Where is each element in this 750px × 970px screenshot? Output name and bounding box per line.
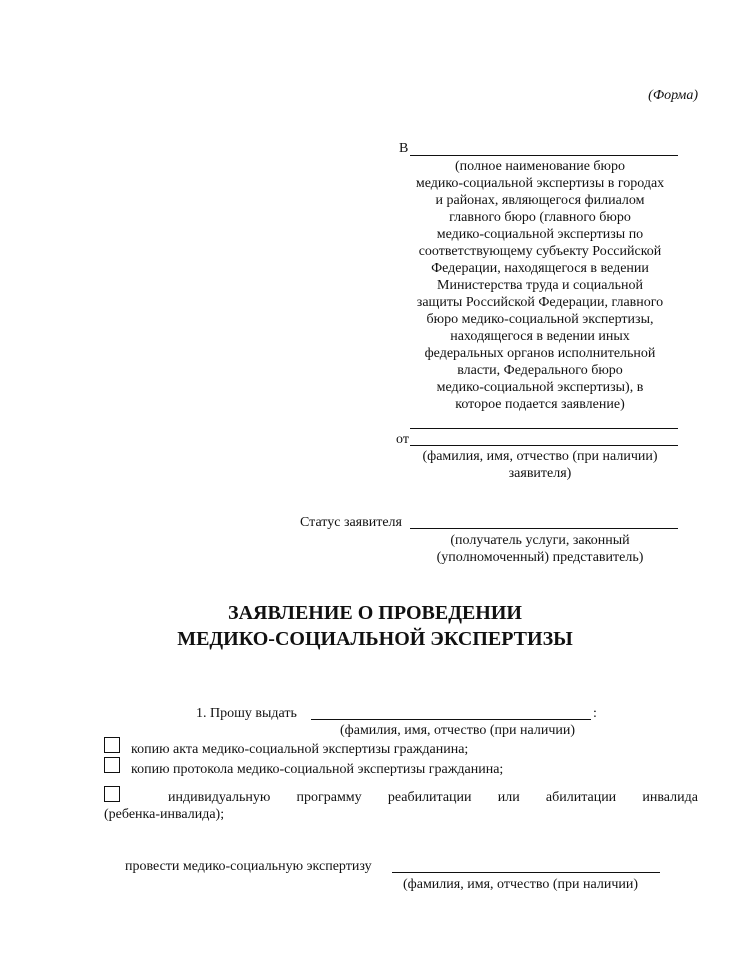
option-program-word: инвалида: [642, 790, 698, 805]
option-program-word: абилитации: [545, 790, 617, 805]
item1-label: 1. Прошу выдать: [196, 706, 297, 721]
form-label: (Форма): [648, 88, 698, 103]
status-caption: (получатель услуги, законный (уполномоченный) представитель): [436, 533, 644, 565]
document-title-line2: МЕДИКО-СОЦИАЛЬНОЙ ЭКСПЕРТИЗЫ: [177, 628, 573, 650]
recipient-caption: (полное наименование бюро медико-социальной экспертизы в городах и районах, являющегося филиалом главного бюро (главного бюро медико-социальной экспертизы по соответствующему субъекту Российской Федерации, находящегося в ведении Министерства труда и социальной защиты Российской Федерации, главного бюро медико-социальной экспертизы, находящегося в ведении иных федеральных органов исполнительной власти, Федерального бюро медико-социальной экспертизы), в которое подается заявление): [415, 159, 665, 412]
option-program-checkbox[interactable]: [104, 786, 120, 802]
document-title-line1: ЗАЯВЛЕНИЕ О ПРОВЕДЕНИИ: [228, 602, 522, 624]
recipient-line-2[interactable]: [410, 428, 678, 429]
conduct-name-line[interactable]: [392, 872, 660, 873]
conduct-caption: (фамилия, имя, отчество (при наличии): [403, 877, 639, 892]
option-program-word: индивидуальную: [168, 790, 271, 805]
option-program-continuation: (ребенка-инвалида);: [104, 807, 225, 822]
sender-prefix: от: [396, 432, 409, 447]
option-act-checkbox[interactable]: [104, 737, 120, 753]
conduct-label: провести медико-социальную экспертизу: [125, 859, 372, 874]
status-line[interactable]: [410, 528, 678, 529]
item1-name-line[interactable]: [311, 719, 591, 720]
item1-caption: (фамилия, имя, отчество (при наличии): [340, 723, 576, 738]
option-program-word: программу: [296, 790, 362, 805]
item1-colon: :: [593, 706, 597, 721]
recipient-line[interactable]: [410, 155, 678, 156]
recipient-prefix: В: [399, 141, 409, 156]
option-program-word: или: [497, 790, 520, 805]
option-act-label: копию акта медико-социальной экспертизы гражданина;: [131, 742, 469, 757]
status-label: Статус заявителя: [300, 515, 402, 530]
option-protocol-label: копию протокола медико-социальной экспертизы гражданина;: [131, 762, 504, 777]
option-protocol-checkbox[interactable]: [104, 757, 120, 773]
option-program-word: реабилитации: [387, 790, 472, 805]
sender-caption: (фамилия, имя, отчество (при наличии) заявителя): [422, 449, 658, 481]
sender-line[interactable]: [410, 445, 678, 446]
option-program-label: [168, 790, 698, 806]
